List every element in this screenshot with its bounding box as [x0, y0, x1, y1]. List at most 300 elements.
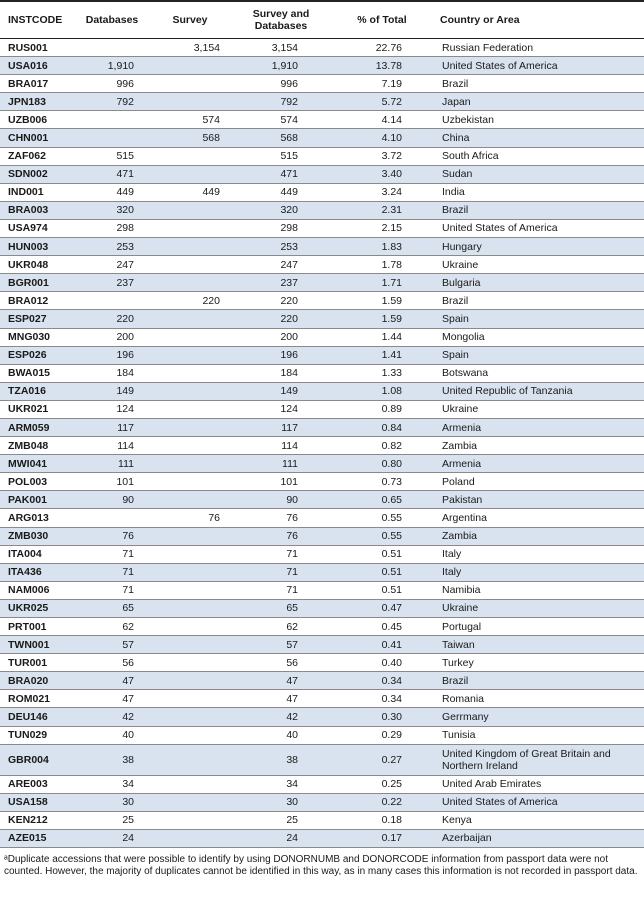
percent-cell: 13.78	[332, 57, 432, 75]
percent-cell: 1.59	[332, 310, 432, 328]
instcode-cell: PRT001	[0, 618, 74, 636]
percent-cell: 0.84	[332, 418, 432, 436]
databases-cell: 996	[74, 75, 150, 93]
survey-cell	[150, 75, 230, 93]
databases-cell: 515	[74, 147, 150, 165]
databases-cell: 24	[74, 829, 150, 847]
table-row	[0, 829, 644, 847]
table-header-row	[0, 1, 644, 39]
databases-cell: 196	[74, 346, 150, 364]
country-cell: Azerbaijan	[432, 829, 644, 847]
survey-and-databases-cell: 90	[230, 491, 332, 509]
survey-cell	[150, 364, 230, 382]
databases-cell: 220	[74, 310, 150, 328]
instcode-cell: AZE015	[0, 829, 74, 847]
country-cell: Uzbekistan	[432, 111, 644, 129]
country-cell: United Arab Emirates	[432, 775, 644, 793]
databases-cell: 117	[74, 418, 150, 436]
survey-and-databases-cell: 47	[230, 672, 332, 690]
table-row	[0, 672, 644, 690]
databases-cell: 42	[74, 708, 150, 726]
survey-and-databases-cell: 111	[230, 455, 332, 473]
databases-cell: 149	[74, 382, 150, 400]
country-cell: Botswana	[432, 364, 644, 382]
instcode-cell: RUS001	[0, 39, 74, 57]
country-cell: Brazil	[432, 292, 644, 310]
table-row	[0, 726, 644, 744]
databases-cell: 298	[74, 219, 150, 237]
header-survey: Survey	[150, 1, 230, 39]
survey-and-databases-cell: 76	[230, 527, 332, 545]
databases-cell: 76	[74, 527, 150, 545]
country-cell: Portugal	[432, 618, 644, 636]
survey-cell	[150, 256, 230, 274]
table-row	[0, 292, 644, 310]
country-cell: Italy	[432, 545, 644, 563]
instcode-cell: ESP027	[0, 310, 74, 328]
databases-cell: 47	[74, 690, 150, 708]
percent-cell: 1.71	[332, 274, 432, 292]
survey-and-databases-cell: 149	[230, 382, 332, 400]
percent-cell: 0.47	[332, 599, 432, 617]
table-row	[0, 581, 644, 599]
table-row	[0, 654, 644, 672]
survey-and-databases-cell: 40	[230, 726, 332, 744]
survey-cell	[150, 690, 230, 708]
country-cell: Japan	[432, 93, 644, 111]
databases-cell: 237	[74, 274, 150, 292]
survey-cell	[150, 57, 230, 75]
country-cell: Ukraine	[432, 400, 644, 418]
survey-and-databases-cell: 34	[230, 775, 332, 793]
country-cell: Kenya	[432, 811, 644, 829]
databases-cell: 62	[74, 618, 150, 636]
country-cell: Mongolia	[432, 328, 644, 346]
instcode-cell: BRA003	[0, 201, 74, 219]
survey-and-databases-cell: 3,154	[230, 39, 332, 57]
survey-and-databases-cell: 62	[230, 618, 332, 636]
survey-cell	[150, 726, 230, 744]
survey-cell	[150, 708, 230, 726]
instcode-cell: BRA017	[0, 75, 74, 93]
survey-and-databases-cell: 38	[230, 744, 332, 775]
databases-cell: 111	[74, 455, 150, 473]
percent-cell: 0.82	[332, 437, 432, 455]
survey-and-databases-cell: 196	[230, 346, 332, 364]
percent-cell: 0.29	[332, 726, 432, 744]
instcode-cell: ZAF062	[0, 147, 74, 165]
table-row	[0, 57, 644, 75]
table-row	[0, 509, 644, 527]
survey-and-databases-cell: 200	[230, 328, 332, 346]
country-cell: Spain	[432, 346, 644, 364]
table-row	[0, 39, 644, 57]
percent-cell: 0.41	[332, 636, 432, 654]
survey-cell	[150, 654, 230, 672]
databases-cell	[74, 129, 150, 147]
instcode-cell: USA974	[0, 219, 74, 237]
table-row	[0, 183, 644, 201]
country-cell: Spain	[432, 310, 644, 328]
country-cell: Bulgaria	[432, 274, 644, 292]
table-row	[0, 147, 644, 165]
table-row	[0, 400, 644, 418]
databases-cell: 47	[74, 672, 150, 690]
survey-cell	[150, 328, 230, 346]
country-cell: India	[432, 183, 644, 201]
table-row	[0, 382, 644, 400]
databases-cell: 792	[74, 93, 150, 111]
percent-cell: 0.45	[332, 618, 432, 636]
databases-cell: 200	[74, 328, 150, 346]
survey-and-databases-cell: 71	[230, 581, 332, 599]
percent-cell: 0.34	[332, 690, 432, 708]
instcode-cell: SDN002	[0, 165, 74, 183]
survey-and-databases-cell: 76	[230, 509, 332, 527]
table-row	[0, 793, 644, 811]
instcode-cell: DEU146	[0, 708, 74, 726]
country-cell: Turkey	[432, 654, 644, 672]
country-cell: Gerrmany	[432, 708, 644, 726]
survey-cell	[150, 400, 230, 418]
instcode-cell: UKR021	[0, 400, 74, 418]
databases-cell: 65	[74, 599, 150, 617]
survey-and-databases-cell: 568	[230, 129, 332, 147]
country-cell: Pakistan	[432, 491, 644, 509]
country-cell: Argentina	[432, 509, 644, 527]
survey-and-databases-cell: 247	[230, 256, 332, 274]
survey-and-databases-cell: 792	[230, 93, 332, 111]
survey-and-databases-cell: 220	[230, 310, 332, 328]
percent-cell: 1.59	[332, 292, 432, 310]
percent-cell: 3.40	[332, 165, 432, 183]
instcode-cell: ITA436	[0, 563, 74, 581]
table-row	[0, 636, 644, 654]
survey-cell	[150, 811, 230, 829]
percent-cell: 2.31	[332, 201, 432, 219]
header-survey-and-databases: Survey and Databases	[230, 1, 332, 39]
percent-cell: 0.65	[332, 491, 432, 509]
percent-cell: 0.89	[332, 400, 432, 418]
instcode-cell: TUN029	[0, 726, 74, 744]
instcode-cell: NAM006	[0, 581, 74, 599]
survey-and-databases-cell: 253	[230, 238, 332, 256]
instcode-cell: USA016	[0, 57, 74, 75]
survey-and-databases-cell: 65	[230, 599, 332, 617]
table-row	[0, 93, 644, 111]
survey-and-databases-cell: 71	[230, 563, 332, 581]
country-cell: Poland	[432, 473, 644, 491]
databases-cell: 101	[74, 473, 150, 491]
survey-cell	[150, 165, 230, 183]
table-row	[0, 563, 644, 581]
country-cell: Brazil	[432, 672, 644, 690]
databases-cell: 1,910	[74, 57, 150, 75]
header-percent-of-total: % of Total	[332, 1, 432, 39]
country-cell: United States of America	[432, 219, 644, 237]
instcode-cell: JPN183	[0, 93, 74, 111]
country-cell: Zambia	[432, 527, 644, 545]
survey-cell: 3,154	[150, 39, 230, 57]
databases-cell: 34	[74, 775, 150, 793]
percent-cell: 0.34	[332, 672, 432, 690]
percent-cell: 3.24	[332, 183, 432, 201]
percent-cell: 1.08	[332, 382, 432, 400]
country-cell: Armenia	[432, 455, 644, 473]
survey-cell	[150, 581, 230, 599]
survey-and-databases-cell: 574	[230, 111, 332, 129]
country-cell: United States of America	[432, 793, 644, 811]
table-row	[0, 744, 644, 775]
table-row	[0, 238, 644, 256]
survey-and-databases-cell: 515	[230, 147, 332, 165]
country-cell: Armenia	[432, 418, 644, 436]
survey-and-databases-cell: 101	[230, 473, 332, 491]
table-row	[0, 256, 644, 274]
instcode-cell: TWN001	[0, 636, 74, 654]
country-cell: Brazil	[432, 201, 644, 219]
percent-cell: 3.72	[332, 147, 432, 165]
survey-and-databases-cell: 184	[230, 364, 332, 382]
table-row	[0, 491, 644, 509]
survey-cell	[150, 418, 230, 436]
survey-cell: 568	[150, 129, 230, 147]
survey-and-databases-cell: 42	[230, 708, 332, 726]
survey-and-databases-cell: 114	[230, 437, 332, 455]
instcode-cell: ARG013	[0, 509, 74, 527]
header-country-or-area: Country or Area	[432, 1, 644, 39]
survey-cell	[150, 793, 230, 811]
survey-cell	[150, 829, 230, 847]
table-body	[0, 39, 644, 848]
survey-cell: 449	[150, 183, 230, 201]
databases-cell	[74, 39, 150, 57]
country-cell: Brazil	[432, 75, 644, 93]
country-cell: Taiwan	[432, 636, 644, 654]
survey-and-databases-cell: 320	[230, 201, 332, 219]
country-cell: South Africa	[432, 147, 644, 165]
survey-and-databases-cell: 471	[230, 165, 332, 183]
survey-cell	[150, 219, 230, 237]
instcode-cell: MWI041	[0, 455, 74, 473]
databases-cell: 247	[74, 256, 150, 274]
databases-cell: 57	[74, 636, 150, 654]
survey-and-databases-cell: 30	[230, 793, 332, 811]
databases-cell: 71	[74, 563, 150, 581]
instcode-cell: UKR048	[0, 256, 74, 274]
country-cell: Namibia	[432, 581, 644, 599]
survey-and-databases-cell: 298	[230, 219, 332, 237]
percent-cell: 2.15	[332, 219, 432, 237]
instcode-cell: ITA004	[0, 545, 74, 563]
survey-and-databases-cell: 57	[230, 636, 332, 654]
survey-and-databases-cell: 24	[230, 829, 332, 847]
country-cell: China	[432, 129, 644, 147]
table-row	[0, 75, 644, 93]
survey-cell: 574	[150, 111, 230, 129]
survey-cell	[150, 437, 230, 455]
table-row	[0, 455, 644, 473]
percent-cell: 0.25	[332, 775, 432, 793]
header-instcode: INSTCODE	[0, 1, 74, 39]
survey-cell	[150, 618, 230, 636]
percent-cell: 0.80	[332, 455, 432, 473]
survey-cell	[150, 527, 230, 545]
instcode-cell: ARE003	[0, 775, 74, 793]
table-row	[0, 527, 644, 545]
instcode-cell: BWA015	[0, 364, 74, 382]
percent-cell: 0.51	[332, 581, 432, 599]
instcode-cell: CHN001	[0, 129, 74, 147]
databases-cell: 90	[74, 491, 150, 509]
databases-cell: 71	[74, 545, 150, 563]
instcode-cell: USA158	[0, 793, 74, 811]
survey-cell: 76	[150, 509, 230, 527]
table-row	[0, 111, 644, 129]
instcode-cell: GBR004	[0, 744, 74, 775]
header-databases: Databases	[74, 1, 150, 39]
survey-cell	[150, 599, 230, 617]
percent-cell: 0.17	[332, 829, 432, 847]
percent-cell: 1.78	[332, 256, 432, 274]
instcode-cell: HUN003	[0, 238, 74, 256]
survey-cell	[150, 775, 230, 793]
instcode-cell: BRA020	[0, 672, 74, 690]
country-cell: Ukraine	[432, 599, 644, 617]
survey-cell	[150, 147, 230, 165]
survey-cell	[150, 310, 230, 328]
percent-cell: 1.83	[332, 238, 432, 256]
databases-cell: 30	[74, 793, 150, 811]
instcode-cell: POL003	[0, 473, 74, 491]
survey-cell	[150, 201, 230, 219]
instcode-cell: UKR025	[0, 599, 74, 617]
percent-cell: 0.55	[332, 509, 432, 527]
databases-cell: 38	[74, 744, 150, 775]
country-cell: Sudan	[432, 165, 644, 183]
country-cell: Russian Federation	[432, 39, 644, 57]
survey-cell	[150, 545, 230, 563]
table-row	[0, 437, 644, 455]
table-row	[0, 346, 644, 364]
table-row	[0, 274, 644, 292]
databases-cell: 320	[74, 201, 150, 219]
instcode-cell: TZA016	[0, 382, 74, 400]
databases-cell: 184	[74, 364, 150, 382]
survey-cell	[150, 238, 230, 256]
percent-cell: 0.40	[332, 654, 432, 672]
survey-and-databases-cell: 117	[230, 418, 332, 436]
survey-and-databases-cell: 56	[230, 654, 332, 672]
instcode-cell: ROM021	[0, 690, 74, 708]
percent-cell: 4.10	[332, 129, 432, 147]
databases-cell: 40	[74, 726, 150, 744]
survey-cell	[150, 744, 230, 775]
survey-and-databases-cell: 71	[230, 545, 332, 563]
country-cell: United States of America	[432, 57, 644, 75]
survey-and-databases-cell: 220	[230, 292, 332, 310]
table-row	[0, 708, 644, 726]
table-row	[0, 690, 644, 708]
databases-cell: 253	[74, 238, 150, 256]
instcode-cell: KEN212	[0, 811, 74, 829]
survey-cell	[150, 636, 230, 654]
table-row	[0, 201, 644, 219]
percent-cell: 1.41	[332, 346, 432, 364]
instcode-cell: BGR001	[0, 274, 74, 292]
survey-and-databases-cell: 449	[230, 183, 332, 201]
percent-cell: 0.51	[332, 563, 432, 581]
databases-cell: 124	[74, 400, 150, 418]
databases-cell	[74, 292, 150, 310]
survey-cell	[150, 491, 230, 509]
databases-cell	[74, 111, 150, 129]
table-row	[0, 418, 644, 436]
table-row	[0, 364, 644, 382]
survey-cell	[150, 346, 230, 364]
databases-cell: 114	[74, 437, 150, 455]
survey-cell	[150, 93, 230, 111]
percent-cell: 0.30	[332, 708, 432, 726]
table-row	[0, 129, 644, 147]
percent-cell: 0.73	[332, 473, 432, 491]
survey-and-databases-cell: 124	[230, 400, 332, 418]
country-cell: Italy	[432, 563, 644, 581]
instcode-cell: ZMB048	[0, 437, 74, 455]
databases-cell	[74, 509, 150, 527]
survey-and-databases-cell: 237	[230, 274, 332, 292]
table-row	[0, 618, 644, 636]
survey-cell: 220	[150, 292, 230, 310]
table-row	[0, 599, 644, 617]
survey-cell	[150, 274, 230, 292]
country-cell: United Republic of Tanzania	[432, 382, 644, 400]
percent-cell: 0.27	[332, 744, 432, 775]
instcode-cell: ESP026	[0, 346, 74, 364]
percent-cell: 5.72	[332, 93, 432, 111]
table-row	[0, 310, 644, 328]
table-row	[0, 473, 644, 491]
table-row	[0, 775, 644, 793]
instcode-cell: ZMB030	[0, 527, 74, 545]
percent-cell: 0.55	[332, 527, 432, 545]
instcode-cell: MNG030	[0, 328, 74, 346]
percent-cell: 0.51	[332, 545, 432, 563]
country-cell: Tunisia	[432, 726, 644, 744]
survey-and-databases-cell: 47	[230, 690, 332, 708]
survey-cell	[150, 382, 230, 400]
instcode-cell: UZB006	[0, 111, 74, 129]
percent-cell: 4.14	[332, 111, 432, 129]
instcode-cell: ARM059	[0, 418, 74, 436]
percent-cell: 22.76	[332, 39, 432, 57]
percent-cell: 1.44	[332, 328, 432, 346]
survey-cell	[150, 672, 230, 690]
instcode-cell: PAK001	[0, 491, 74, 509]
survey-and-databases-cell: 1,910	[230, 57, 332, 75]
percent-cell: 1.33	[332, 364, 432, 382]
databases-cell: 471	[74, 165, 150, 183]
databases-cell: 25	[74, 811, 150, 829]
percent-cell: 0.18	[332, 811, 432, 829]
survey-cell	[150, 455, 230, 473]
country-cell: Ukraine	[432, 256, 644, 274]
country-cell: Zambia	[432, 437, 644, 455]
table-row	[0, 165, 644, 183]
instcode-cell: IND001	[0, 183, 74, 201]
instcode-cell: TUR001	[0, 654, 74, 672]
percent-cell: 0.22	[332, 793, 432, 811]
